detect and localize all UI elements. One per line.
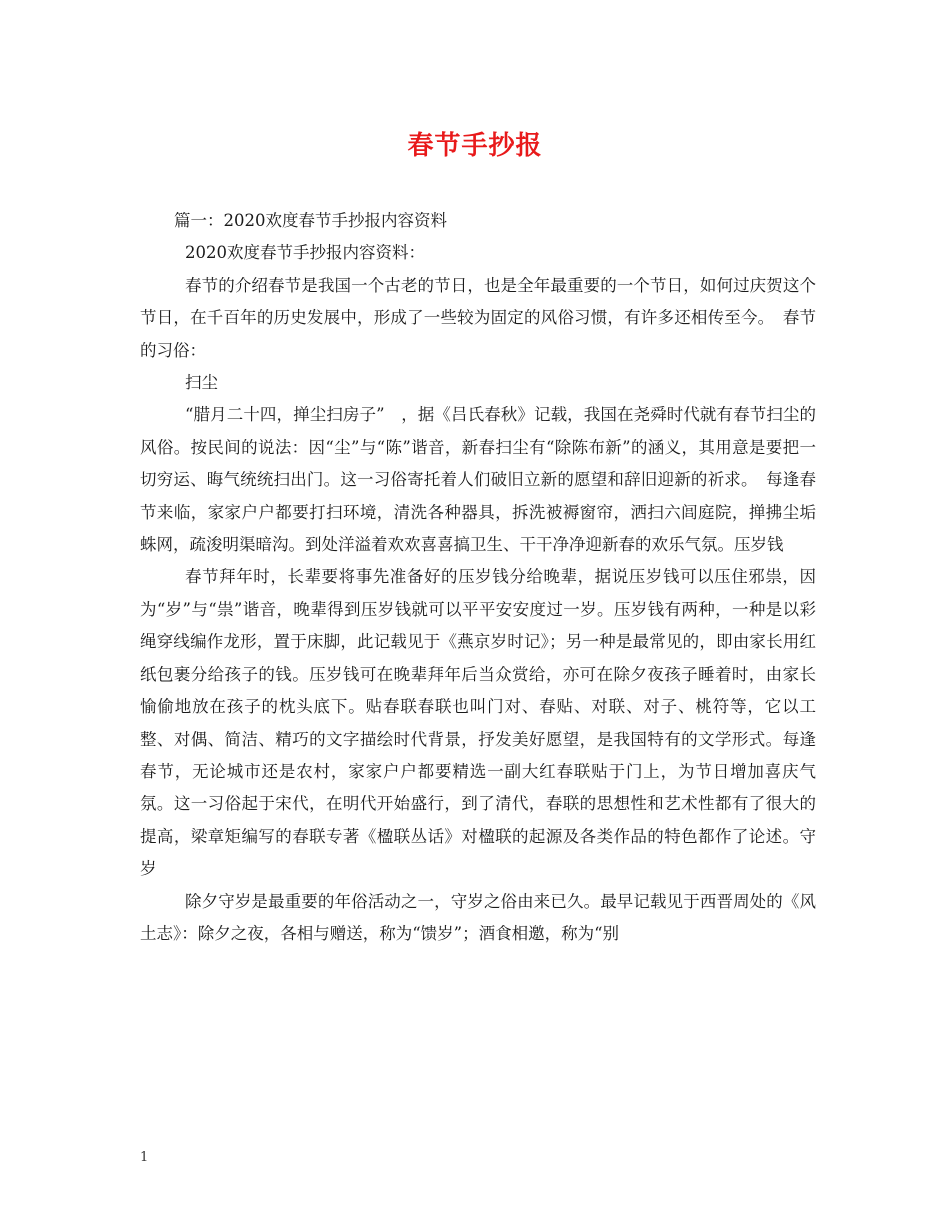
paragraph-shousui: 除夕守岁是最重要的年俗活动之一，守岁之俗由来已久。最早记载见于西晋周处的《风土志》：除夕之夜，各相与赠送，称为“馈岁”；酒食相邀，称为“别 — [140, 891, 816, 943]
page-title: 春节手抄报 — [407, 131, 543, 161]
section-heading: 篇一：2020欢度春节手抄报内容资料 — [174, 211, 447, 230]
subheading: 2020欢度春节手抄报内容资料： — [185, 243, 425, 263]
body-text — [140, 205, 816, 950]
paragraph-saochen: “腊月二十四，掸尘扫房子” ，据《吕氏春秋》记载，我国在尧舜时代就有春节扫尘的风俗。按民间的说法：因“尘”与“陈”谐音，新春扫尘有“除陈布新”的涵义，其用意是要把一切穷运、晦气统统扫出门。这一习俗寄托着人们破旧立新的愿望和辞旧迎新的祈求。 每逢春节来临，家家户户都要打扫环境，清洗各种器具，拆洗被褥窗帘，洒扫六闾庭院，掸拂尘垢蛛网，疏浚明渠暗沟。到处洋溢着欢欢喜喜搞卫生、干干净净迎新春的欢乐气氛。压岁钱 — [140, 405, 816, 555]
paragraph-yasuiqian: 春节拜年时，长辈要将事先准备好的压岁钱分给晚辈，据说压岁钱可以压住邪祟，因为“岁”与“祟”谐音，晚辈得到压岁钱就可以平平安安度过一岁。压岁钱有两种，一种是以彩绳穿线编作龙形，置于床脚，此记载见于《燕京岁时记》；另一种是最常见的，即由家长用红纸包裹分给孩子的钱。压岁钱可在晚辈拜年后当众赏给，亦可在除夕夜孩子睡着时，由家长愉偷地放在孩子的枕头底下。贴春联春联也叫门对、春贴、对联、对子、桃符等，它以工整、对偶、简洁、精巧的文字描绘时代背景，抒发美好愿望，是我国特有的文学形式。每逢春节，无论城市还是农村，家家户户都要精选一副大红春联贴于门上，为节日增加喜庆气氛。这一习俗起于宋代，在明代开始盛行，到了清代，春联的思想性和艺术性都有了很大的提高，梁章矩编写的春联专著《楹联丛话》对楹联的起源及各类作品的特色都作了论述。守岁 — [140, 567, 816, 879]
paragraph-heading-saochen: 扫尘 — [185, 373, 218, 393]
paragraph-intro: 春节的介绍春节是我国一个古老的节日，也是全年最重要的一个节日，如何过庆贺这个节日，在千百年的历史发展中，形成了一些较为固定的风俗习惯，有许多还相传至今。 春节的习俗： — [140, 275, 816, 360]
page-number: 1 — [140, 1150, 149, 1165]
